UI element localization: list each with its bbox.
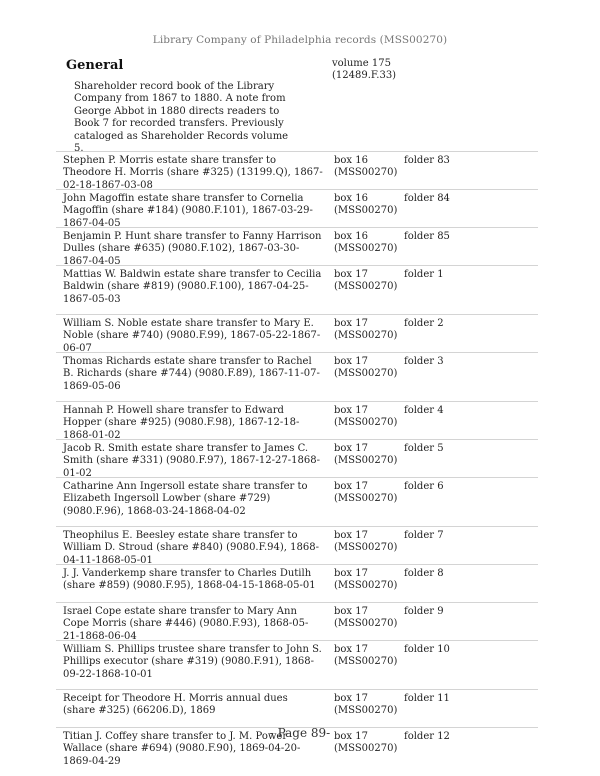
box-location	[334, 481, 404, 506]
general-section	[66, 58, 536, 155]
box-location	[334, 568, 404, 593]
collection-id: (MSS00270)	[334, 205, 398, 217]
item-title: Receipt for Theodore H. Morris annual dues (share #325) (66206.D), 1869	[63, 693, 288, 717]
collection-id: (MSS00270)	[334, 705, 398, 717]
folder-number: folder 6	[404, 481, 444, 492]
volume-id: (12489.F.33)	[332, 70, 397, 82]
folder-number: folder 10	[404, 644, 450, 655]
folder-number: folder 7	[404, 530, 444, 541]
item-title: Mattias W. Baldwin estate share transfer to Cecilia Baldwin (share #819) (9080.F.100), 1867-04-25-1867-05-03	[63, 269, 322, 305]
volume-info	[332, 58, 396, 83]
collection-id: (MSS00270)	[334, 330, 398, 342]
folder-number: folder 3	[404, 356, 444, 367]
box-number: box 17	[334, 269, 368, 280]
folder-number: folder 2	[404, 318, 444, 329]
collection-id: (MSS00270)	[334, 243, 398, 255]
folder-number: folder 5	[404, 443, 444, 454]
container-list	[56, 151, 538, 765]
item-title: Catharine Ann Ingersoll estate share transfer to Elizabeth Ingersoll Lowber (share #729) (9080.F.96), 1868-03-24-1868-04-02	[63, 481, 308, 517]
collection-id: (MSS00270)	[334, 656, 398, 668]
general-description: Shareholder record book of the Library Company from 1867 to 1880. A note from George Abbot in 1880 directs readers to Book 7 for recorded transfers. Previously cataloged as Shareholder Records volume 5.	[74, 81, 289, 155]
table-row	[56, 265, 538, 314]
box-location	[334, 269, 404, 294]
table-row	[56, 189, 538, 227]
box-number: box 17	[334, 481, 368, 492]
box-number: box 16	[334, 193, 368, 204]
box-location	[334, 231, 404, 256]
box-location	[334, 356, 404, 381]
box-number: box 17	[334, 568, 368, 579]
item-title: Hannah P. Howell share transfer to Edward Hopper (share #925) (9080.F.98), 1867-12-18-1868-01-02	[63, 405, 300, 441]
item-title: William S. Phillips trustee share transfer to John S. Phillips executor (share #319) (9080.F.91), 1868-09-22-1868-10-01	[63, 644, 322, 680]
item-title: Israel Cope estate share transfer to Mary Ann Cope Morris (share #446) (9080.F.93), 1868-05-21-1868-06-04	[63, 606, 309, 642]
box-location	[334, 606, 404, 631]
collection-id: (MSS00270)	[334, 417, 398, 429]
table-row	[56, 314, 538, 352]
item-title: Stephen P. Morris estate share transfer to Theodore H. Morris (share #325) (13199.Q), 1867-02-18-1867-03-08	[63, 155, 323, 191]
box-location	[334, 530, 404, 555]
box-location	[334, 693, 404, 718]
table-row	[56, 564, 538, 602]
item-title: Titian J. Coffey share transfer to J. M. Power Wallace (share #694) (9080.F.90), 1869-04-20-1869-04-29	[63, 731, 301, 767]
collection-id: (MSS00270)	[334, 542, 398, 554]
table-row	[56, 352, 538, 401]
box-number: box 16	[334, 155, 368, 166]
page-header: Library Company of Philadelphia records (MSS00270)	[152, 34, 448, 46]
table-row	[56, 151, 538, 189]
folder-number: folder 1	[404, 269, 444, 280]
box-number: box 17	[334, 644, 368, 655]
collection-id: (MSS00270)	[334, 281, 398, 293]
table-row	[56, 227, 538, 265]
collection-id: (MSS00270)	[334, 743, 398, 755]
box-number: box 17	[334, 318, 368, 329]
item-title: John Magoffin estate share transfer to Cornelia Magoffin (share #184) (9080.F.101), 1867-03-29-1867-04-05	[63, 193, 313, 229]
box-number: box 16	[334, 231, 368, 242]
box-location	[334, 318, 404, 343]
folder-number: folder 85	[404, 231, 450, 242]
box-number: box 17	[334, 606, 368, 617]
box-location	[334, 644, 404, 669]
box-number: box 17	[334, 443, 368, 454]
box-number: box 17	[334, 693, 368, 704]
box-number: box 17	[334, 731, 368, 742]
table-row	[56, 477, 538, 526]
collection-id: (MSS00270)	[334, 618, 398, 630]
folder-number: folder 12	[404, 731, 450, 742]
table-row	[56, 526, 538, 564]
box-number: box 17	[334, 530, 368, 541]
section-heading: General	[66, 58, 124, 73]
collection-id: (MSS00270)	[334, 455, 398, 467]
volume-label: volume 175	[332, 58, 391, 69]
folder-number: folder 11	[404, 693, 450, 704]
box-number: box 17	[334, 356, 368, 367]
folder-number: folder 83	[404, 155, 450, 166]
table-row	[56, 602, 538, 640]
item-title: Theophilus E. Beesley estate share transfer to William D. Stroud (share #840) (9080.F.94), 1868-04-11-1868-05-01	[63, 530, 319, 566]
box-number: box 17	[334, 405, 368, 416]
item-title: Thomas Richards estate share transfer to Rachel B. Richards (share #744) (9080.F.89), 1867-11-07-1869-05-06	[63, 356, 320, 392]
collection-id: (MSS00270)	[334, 368, 398, 380]
collection-id: (MSS00270)	[334, 493, 398, 505]
table-row	[56, 401, 538, 439]
table-row	[56, 640, 538, 689]
box-location	[334, 155, 404, 180]
collection-id: (MSS00270)	[334, 580, 398, 592]
item-title: Jacob R. Smith estate share transfer to James C. Smith (share #331) (9080.F.97), 1867-12-27-1868-01-02	[63, 443, 320, 479]
folder-number: folder 4	[404, 405, 444, 416]
item-title: Benjamin P. Hunt share transfer to Fanny Harrison Dulles (share #635) (9080.F.102), 1867-03-30-1867-04-05	[63, 231, 322, 267]
collection-id: (MSS00270)	[334, 167, 398, 179]
folder-number: folder 9	[404, 606, 444, 617]
folder-number: folder 8	[404, 568, 444, 579]
table-row	[56, 439, 538, 477]
folder-number: folder 84	[404, 193, 450, 204]
table-row	[56, 689, 538, 727]
item-title: J. J. Vanderkemp share transfer to Charles Dutilh (share #859) (9080.F.95), 1868-04-15-1868-05-01	[63, 568, 316, 592]
item-title: William S. Noble estate share transfer to Mary E. Noble (share #740) (9080.F.99), 1867-05-22-1867-06-07	[63, 318, 321, 354]
box-location	[334, 443, 404, 468]
box-location	[334, 405, 404, 430]
page-number: - Page 89-	[269, 726, 331, 740]
box-location	[334, 193, 404, 218]
